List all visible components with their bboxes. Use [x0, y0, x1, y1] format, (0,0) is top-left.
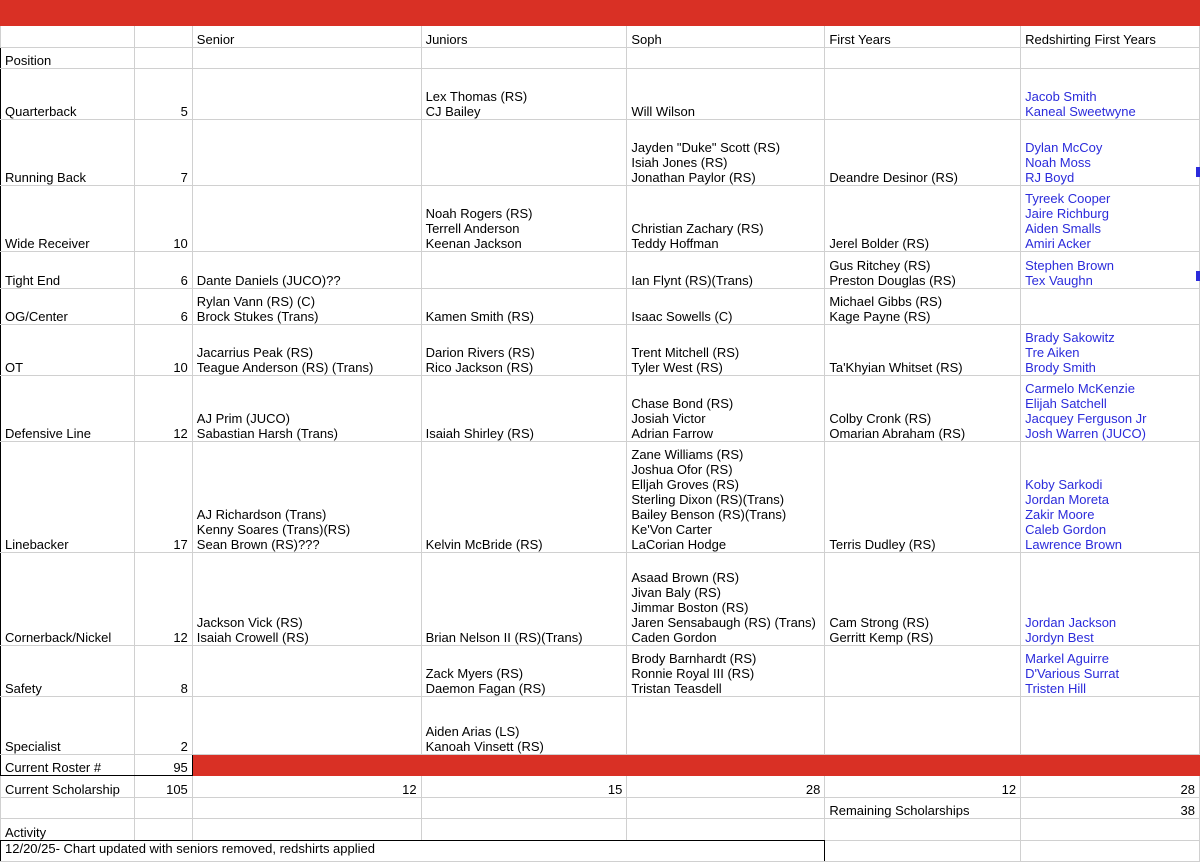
position-count[interactable]: 8 — [134, 646, 192, 697]
roster-label[interactable]: Current Roster # — [1, 755, 135, 776]
player-name: Darion Rivers (RS) — [425, 345, 535, 360]
player-name: Brody Barnhardt (RS) — [631, 651, 757, 666]
position-count[interactable]: 10 — [134, 186, 192, 252]
player-cell[interactable] — [825, 376, 1021, 442]
player-cell[interactable] — [627, 252, 825, 289]
position-row — [1, 376, 1200, 442]
player-name: CJ Bailey — [425, 104, 481, 119]
player-name: Isaiah Shirley (RS) — [425, 426, 534, 441]
player-name: Tristen Hill — [1025, 681, 1087, 696]
player-name: Adrian Farrow — [631, 426, 714, 441]
position-count[interactable]: 6 — [134, 252, 192, 289]
player-name: Jacarrius Peak (RS) — [196, 345, 314, 360]
player-name: Kaneal Sweetwyne — [1025, 104, 1136, 119]
player-name: Brady Sakowitz — [1025, 330, 1115, 345]
player-name: Aiden Arias (LS) — [425, 724, 520, 739]
player-cell[interactable] — [421, 120, 627, 186]
player-cell[interactable] — [192, 120, 421, 186]
player-name: Jacob Smith — [1025, 89, 1097, 104]
header-position[interactable]: Position — [1, 48, 135, 69]
player-cell[interactable] — [627, 376, 825, 442]
scholarship-value[interactable]: 105 — [134, 776, 192, 798]
player-cell[interactable] — [192, 186, 421, 252]
position-name[interactable]: Wide Receiver — [1, 186, 135, 252]
position-row — [1, 289, 1200, 325]
player-cell[interactable] — [627, 289, 825, 325]
cut-off-blue-text — [1196, 271, 1200, 281]
player-name: Ta'Khyian Whitset (RS) — [829, 360, 963, 375]
position-row — [1, 646, 1200, 697]
player-name: Isaiah Crowell (RS) — [196, 630, 309, 645]
player-cell[interactable] — [192, 289, 421, 325]
position-row — [1, 553, 1200, 646]
player-name: Zack Myers (RS) — [425, 666, 524, 681]
player-name: Teddy Hoffman — [631, 236, 719, 251]
player-cell[interactable] — [421, 376, 627, 442]
player-cell[interactable] — [192, 442, 421, 553]
scholarship-senior[interactable]: 12 — [192, 776, 421, 798]
player-cell[interactable] — [825, 120, 1021, 186]
player-name: Dylan McCoy — [1025, 140, 1103, 155]
player-name: Zakir Moore — [1025, 507, 1095, 522]
player-name: Gerritt Kemp (RS) — [829, 630, 934, 645]
position-name[interactable]: Quarterback — [1, 69, 135, 120]
player-name: Tre Aiken — [1025, 345, 1080, 360]
player-cell[interactable] — [1021, 325, 1200, 376]
scholarship-soph[interactable]: 28 — [627, 776, 825, 798]
position-row — [1, 442, 1200, 553]
player-name: Kamen Smith (RS) — [425, 309, 534, 324]
player-name: Jordan Jackson — [1025, 615, 1117, 630]
player-cell[interactable] — [421, 442, 627, 553]
player-name: D'Various Surrat — [1025, 666, 1120, 681]
header-senior[interactable]: Senior — [192, 26, 421, 48]
scholarship-first[interactable]: 12 — [825, 776, 1021, 798]
position-row — [1, 252, 1200, 289]
player-name: Joshua Ofor (RS) — [631, 462, 733, 477]
player-name: Aiden Smalls — [1025, 221, 1101, 236]
player-name: Jordyn Best — [1025, 630, 1094, 645]
player-name: Preston Douglas (RS) — [829, 273, 956, 288]
position-count[interactable]: 12 — [134, 376, 192, 442]
player-name: Jayden "Duke" Scott (RS) — [631, 140, 781, 155]
activity-label[interactable]: Activity — [1, 819, 135, 841]
player-cell[interactable] — [421, 289, 627, 325]
player-name: Lex Thomas (RS) — [425, 89, 528, 104]
player-name: AJ Prim (JUCO) — [196, 411, 290, 426]
player-cell[interactable] — [421, 186, 627, 252]
player-name: Tyreek Cooper — [1025, 191, 1111, 206]
player-name: Jordan Moreta — [1025, 492, 1109, 507]
player-cell[interactable] — [627, 442, 825, 553]
player-cell[interactable] — [192, 69, 421, 120]
player-name: Markel Aguirre — [1025, 651, 1109, 666]
position-count[interactable]: 6 — [134, 289, 192, 325]
player-name: Amiri Acker — [1025, 236, 1091, 251]
player-name: Jackson Vick (RS) — [196, 615, 303, 630]
player-name: Jimmar Boston (RS) — [631, 600, 749, 615]
position-name[interactable]: Linebacker — [1, 442, 135, 553]
position-row — [1, 325, 1200, 376]
player-name: Rico Jackson (RS) — [425, 360, 534, 375]
player-cell[interactable] — [421, 697, 627, 755]
player-name: Jonathan Paylor (RS) — [631, 170, 756, 185]
player-name: Noah Rogers (RS) — [425, 206, 533, 221]
player-name: Kanoah Vinsett (RS) — [425, 739, 544, 754]
player-name: Stephen Brown — [1025, 258, 1115, 273]
player-name: Ian Flynt (RS)(Trans) — [631, 273, 753, 288]
position-row — [1, 186, 1200, 252]
player-name: Michael Gibbs (RS) — [829, 294, 943, 309]
header-soph[interactable]: Soph — [627, 26, 825, 48]
player-name: AJ Richardson (Trans) — [196, 507, 327, 522]
player-cell[interactable] — [627, 553, 825, 646]
scholarship-label[interactable]: Current Scholarship — [1, 776, 135, 798]
player-cell[interactable] — [825, 252, 1021, 289]
player-cell[interactable] — [825, 289, 1021, 325]
player-name: Elljah Groves (RS) — [631, 477, 740, 492]
roster-row — [1, 755, 1200, 776]
player-name: LaCorian Hodge — [631, 537, 727, 552]
player-name: Omarian Abraham (RS) — [829, 426, 966, 441]
player-name: Isiah Jones (RS) — [631, 155, 728, 170]
player-name: Trent Mitchell (RS) — [631, 345, 740, 360]
position-name[interactable]: Defensive Line — [1, 376, 135, 442]
player-name: Jivan Baly (RS) — [631, 585, 721, 600]
position-row — [1, 120, 1200, 186]
player-name: Tristan Teasdell — [631, 681, 722, 696]
header-redshirting[interactable]: Redshirting First Years — [1021, 26, 1200, 48]
remaining-label[interactable]: Remaining Scholarships — [825, 798, 1021, 819]
player-name: Brian Nelson II (RS)(Trans) — [425, 630, 583, 645]
player-name: Asaad Brown (RS) — [631, 570, 740, 585]
player-name: Brock Stukes (Trans) — [196, 309, 319, 324]
player-cell[interactable] — [421, 325, 627, 376]
header-juniors[interactable]: Juniors — [421, 26, 627, 48]
position-count[interactable]: 2 — [134, 697, 192, 755]
player-cell[interactable] — [1021, 376, 1200, 442]
position-name[interactable]: OT — [1, 325, 135, 376]
player-cell[interactable] — [627, 120, 825, 186]
player-name: Terrell Anderson — [425, 221, 520, 236]
player-name: Rylan Vann (RS) (C) — [196, 294, 316, 309]
player-cell[interactable] — [192, 376, 421, 442]
player-cell[interactable] — [421, 69, 627, 120]
roster-value[interactable]: 95 — [134, 755, 192, 776]
player-cell[interactable] — [1021, 120, 1200, 186]
remaining-value[interactable]: 38 — [1021, 798, 1200, 819]
player-cell[interactable] — [192, 646, 421, 697]
position-name[interactable]: Cornerback/Nickel — [1, 553, 135, 646]
class-header-row — [1, 26, 1200, 48]
player-name: Zane Williams (RS) — [631, 447, 744, 462]
position-count[interactable]: 7 — [134, 120, 192, 186]
player-name: Sabastian Harsh (Trans) — [196, 426, 338, 441]
player-cell[interactable] — [1021, 697, 1200, 755]
player-name: Jaren Sensabaugh (RS) (Trans) — [631, 615, 816, 630]
player-name: Noah Moss — [1025, 155, 1091, 170]
player-name: Chase Bond (RS) — [631, 396, 734, 411]
player-name: Colby Cronk (RS) — [829, 411, 932, 426]
player-name: Will Wilson — [631, 104, 695, 119]
player-name: Koby Sarkodi — [1025, 477, 1103, 492]
player-cell[interactable] — [1021, 252, 1200, 289]
player-name: Jerel Bolder (RS) — [829, 236, 930, 251]
player-name: Isaac Sowells (C) — [631, 309, 733, 324]
player-cell[interactable] — [192, 697, 421, 755]
position-name[interactable]: Safety — [1, 646, 135, 697]
position-row — [1, 697, 1200, 755]
player-name: Gus Ritchey (RS) — [829, 258, 931, 273]
player-cell[interactable] — [627, 186, 825, 252]
position-count[interactable]: 5 — [134, 69, 192, 120]
player-name: Ronnie Royal III (RS) — [631, 666, 755, 681]
position-name[interactable]: Specialist — [1, 697, 135, 755]
player-name: Deandre Desinor (RS) — [829, 170, 958, 185]
player-cell[interactable] — [1021, 442, 1200, 553]
player-name: Brody Smith — [1025, 360, 1096, 375]
player-cell[interactable] — [825, 697, 1021, 755]
player-name: Tex Vaughn — [1025, 273, 1093, 288]
player-name: Elijah Satchell — [1025, 396, 1107, 411]
player-cell[interactable] — [421, 252, 627, 289]
player-cell[interactable] — [627, 325, 825, 376]
player-name: Josh Warren (JUCO) — [1025, 426, 1146, 441]
player-name: Terris Dudley (RS) — [829, 537, 936, 552]
player-name: Ke'Von Carter — [631, 522, 712, 537]
activity-log-row — [1, 841, 1200, 862]
player-cell[interactable] — [825, 442, 1021, 553]
header-first-years[interactable]: First Years — [825, 26, 1021, 48]
player-cell[interactable] — [627, 69, 825, 120]
player-cell[interactable] — [825, 325, 1021, 376]
position-name[interactable]: Running Back — [1, 120, 135, 186]
player-name: Cam Strong (RS) — [829, 615, 930, 630]
player-name: Tyler West (RS) — [631, 360, 723, 375]
player-name: Josiah Victor — [631, 411, 706, 426]
player-cell[interactable] — [1021, 553, 1200, 646]
player-cell[interactable] — [421, 553, 627, 646]
player-name: Jacquey Ferguson Jr — [1025, 411, 1147, 426]
player-name: Caleb Gordon — [1025, 522, 1107, 537]
player-name: Daemon Fagan (RS) — [425, 681, 546, 696]
player-name: Dante Daniels (JUCO)?? — [196, 273, 341, 288]
player-cell[interactable] — [825, 646, 1021, 697]
position-name[interactable]: Tight End — [1, 252, 135, 289]
red-header-row — [1, 1, 1200, 26]
player-name: Carmelo McKenzie — [1025, 381, 1135, 396]
player-cell[interactable] — [1021, 69, 1200, 120]
player-cell[interactable] — [627, 646, 825, 697]
player-cell[interactable] — [1021, 289, 1200, 325]
position-count[interactable]: 12 — [134, 553, 192, 646]
position-name[interactable]: OG/Center — [1, 289, 135, 325]
position-count[interactable]: 17 — [134, 442, 192, 553]
player-name: Caden Gordon — [631, 630, 717, 645]
cut-off-blue-text — [1196, 167, 1200, 177]
scholarship-juniors[interactable]: 15 — [421, 776, 627, 798]
player-name: Sean Brown (RS)??? — [196, 537, 320, 552]
player-cell[interactable] — [825, 69, 1021, 120]
player-name: RJ Boyd — [1025, 170, 1075, 185]
player-cell[interactable] — [421, 646, 627, 697]
player-name: Lawrence Brown — [1025, 537, 1122, 552]
player-cell[interactable] — [192, 553, 421, 646]
player-name: Christian Zachary (RS) — [631, 221, 764, 236]
player-cell[interactable] — [627, 697, 825, 755]
scholarship-rs[interactable]: 28 — [1021, 776, 1200, 798]
remaining-row — [1, 798, 1200, 819]
player-name: Teague Anderson (RS) (Trans) — [196, 360, 374, 375]
player-cell[interactable] — [192, 252, 421, 289]
player-name: Kenny Soares (Trans)(RS) — [196, 522, 351, 537]
player-cell[interactable] — [192, 325, 421, 376]
player-name: Kelvin McBride (RS) — [425, 537, 543, 552]
player-name: Jaire Richburg — [1025, 206, 1109, 221]
position-header-row — [1, 48, 1200, 69]
player-cell[interactable] — [1021, 646, 1200, 697]
player-cell[interactable] — [1021, 186, 1200, 252]
activity-text[interactable]: 12/20/25- Chart updated with seniors removed, redshirts applied — [1, 841, 825, 862]
position-count[interactable]: 10 — [134, 325, 192, 376]
player-cell[interactable] — [825, 553, 1021, 646]
player-name: Keenan Jackson — [425, 236, 522, 251]
activity-row — [1, 819, 1200, 841]
scholarship-row — [1, 776, 1200, 798]
player-name: Kage Payne (RS) — [829, 309, 931, 324]
position-row — [1, 69, 1200, 120]
player-name: Bailey Benson (RS)(Trans) — [631, 507, 787, 522]
player-name: Sterling Dixon (RS)(Trans) — [631, 492, 785, 507]
player-cell[interactable] — [825, 186, 1021, 252]
